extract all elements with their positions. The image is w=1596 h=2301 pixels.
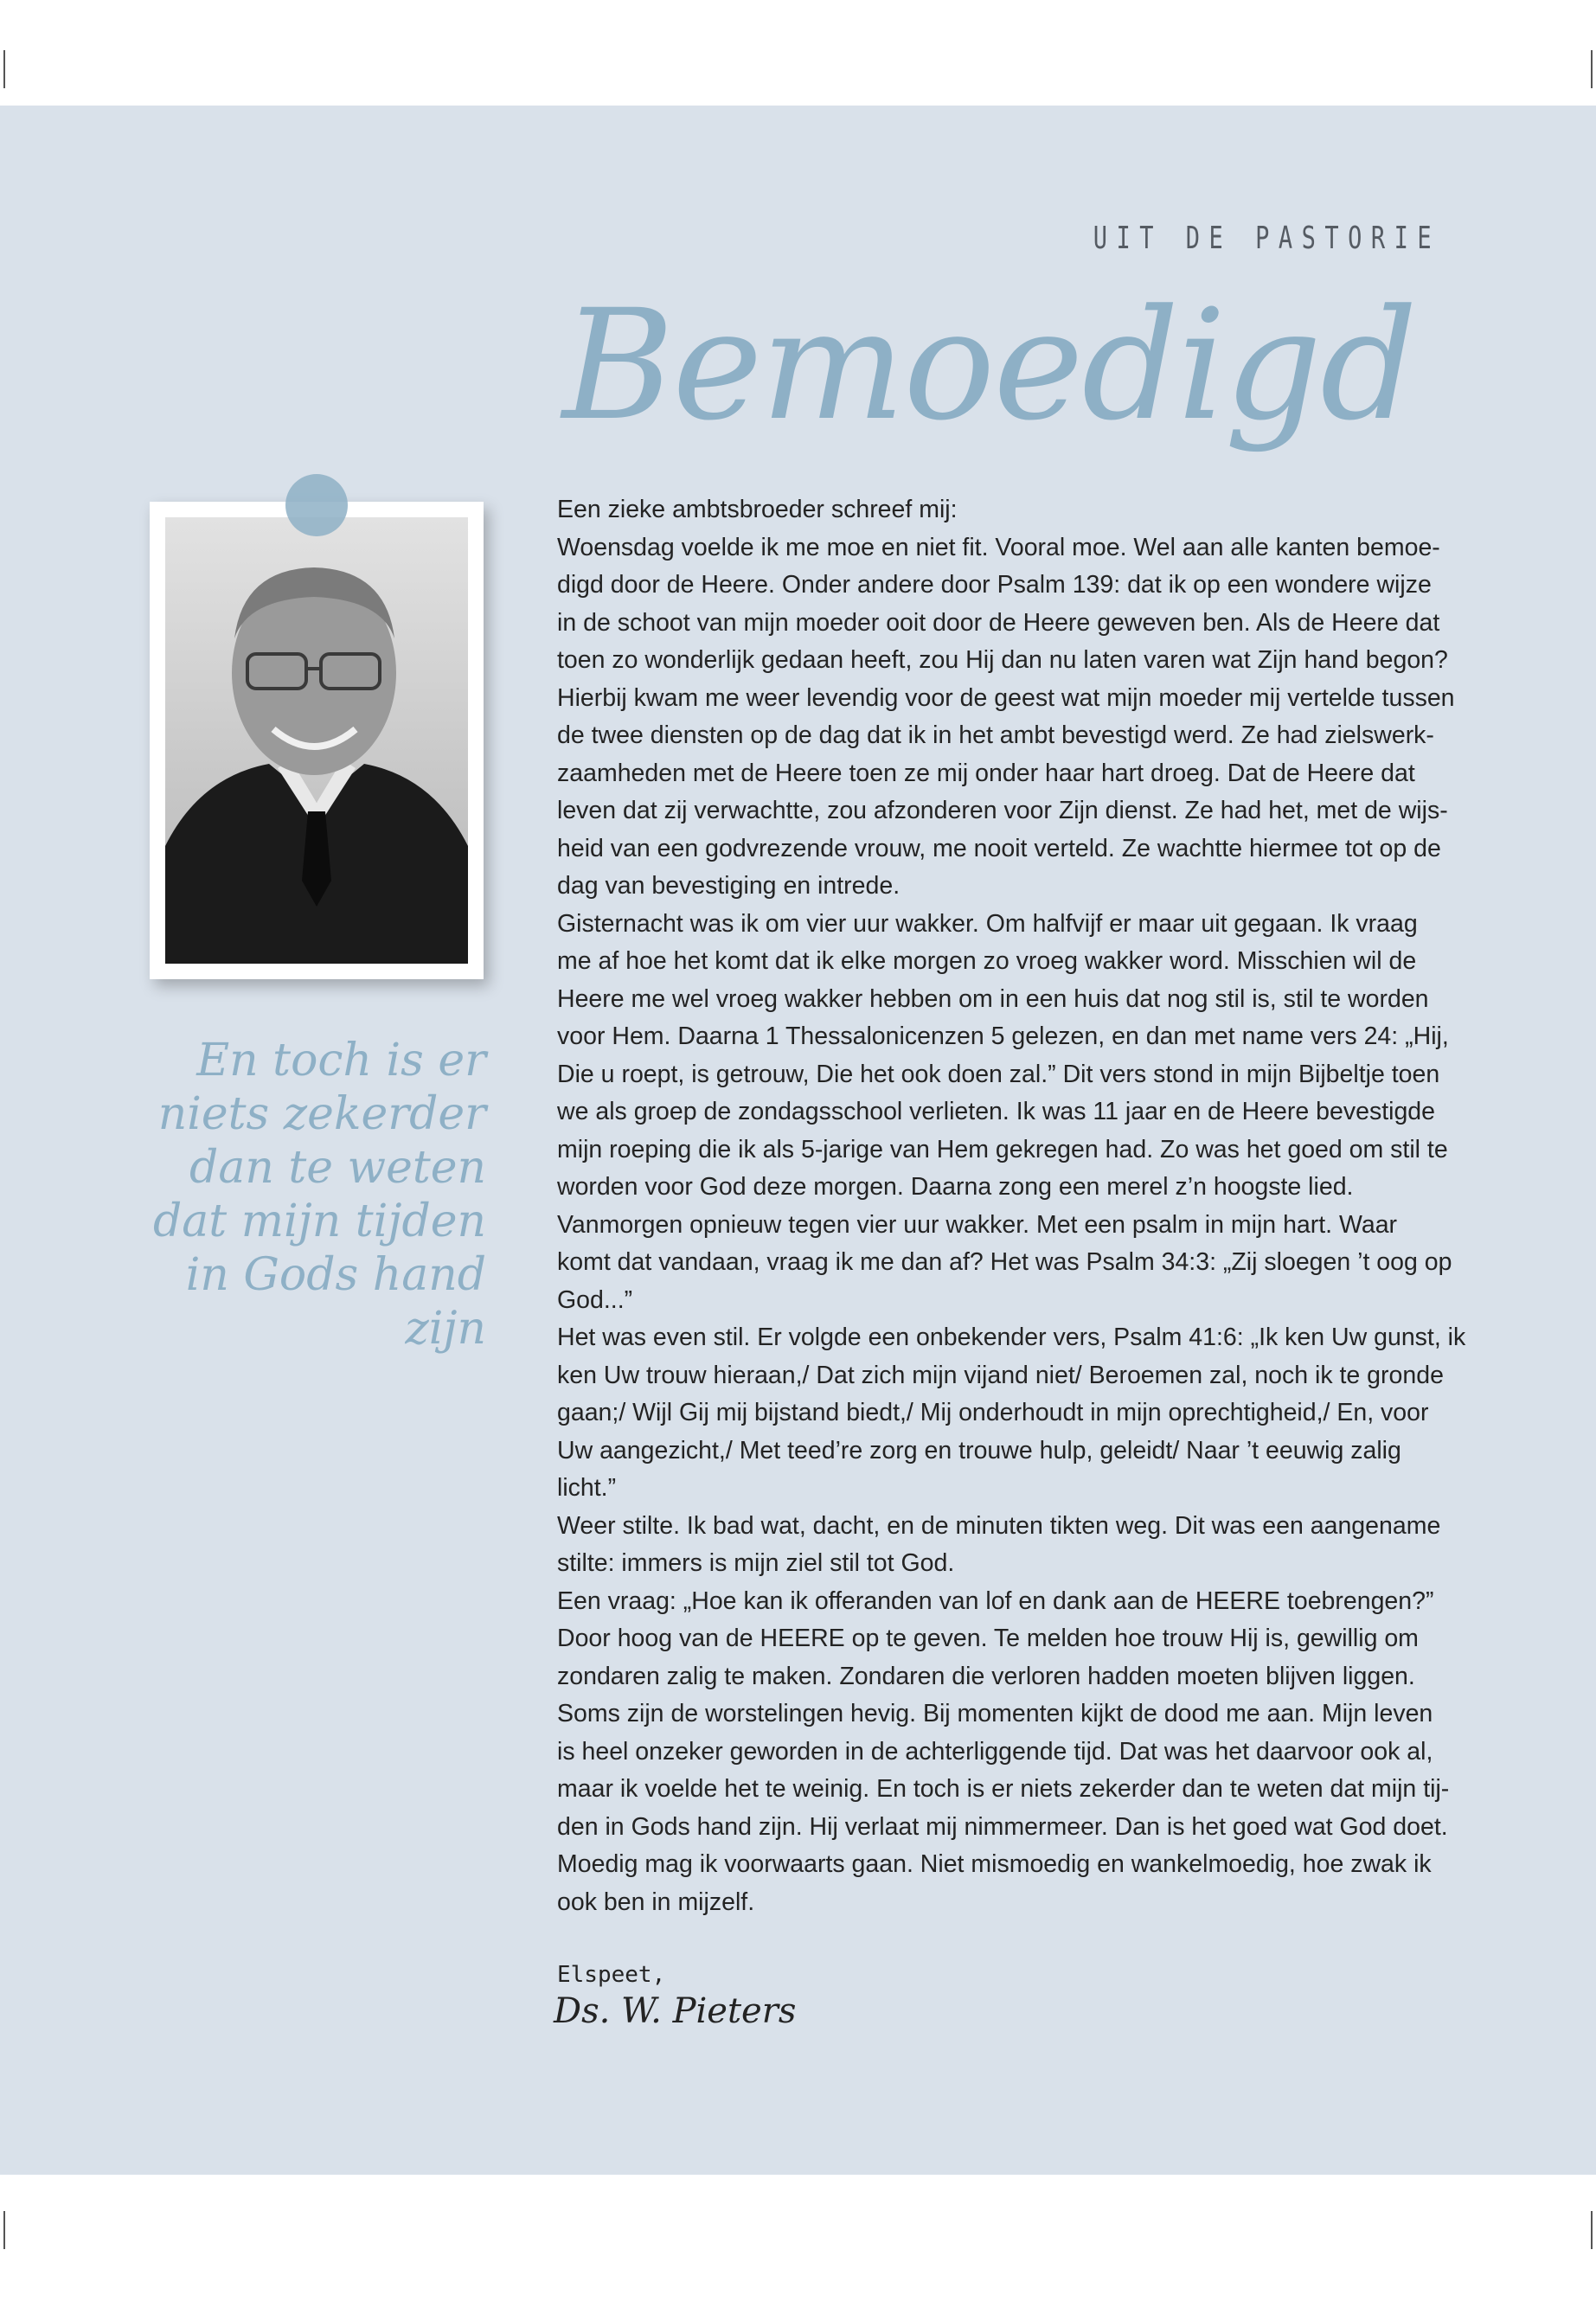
body-line: stilte: immers is mijn ziel stil tot God.: [557, 1549, 955, 1577]
body-line: den in Gods hand zijn. Hij verlaat mij nimmermeer. Dan is het goed wat God doet.: [557, 1812, 1448, 1841]
body-line: komt dat vandaan, vraag ik me dan af? Het was Psalm 34:3: „Zij sloegen ’t oog op: [557, 1248, 1452, 1276]
body-line: Door hoog van de HEERE op te geven. Te melden hoe trouw Hij is, gewillig om: [557, 1625, 1419, 1652]
body-line: maar ik voelde het te weinig. En toch is er niets zekerder dan te weten dat mijn tij-: [557, 1775, 1450, 1803]
body-line: leven dat zij verwachtte, zou afzonderen voor Zijn dienst. Ze had het, met de wijs-: [557, 797, 1448, 824]
pull-quote-line: niets zekerder: [157, 1088, 486, 1140]
body-line: ook ben in mijzelf.: [557, 1888, 755, 1916]
article-title: Bemoedigd: [562, 277, 1416, 454]
pull-quote-line: zijn: [405, 1303, 486, 1355]
pull-quote-line: En toch is er: [196, 1035, 486, 1086]
body-line: Moedig mag ik voorwaarts gaan. Niet mismoedig en wankelmoedig, hoe zwak ik: [557, 1850, 1432, 1878]
author-portrait-image: [165, 517, 468, 964]
pull-quote-line: dan te weten: [189, 1142, 486, 1194]
body-line: Gisternacht was ik om vier uur wakker. Om halfvijf er maar uit gegaan. Ik vraag: [557, 909, 1418, 938]
body-line: digd door de Heere. Onder andere door Psalm 139: dat ik op een wondere wijze: [557, 571, 1432, 599]
body-line: Weer stilte. Ik bad wat, dacht, en de minuten tikten weg. Dit was een aangename: [557, 1511, 1441, 1540]
crop-mark-top-right: [1591, 50, 1593, 88]
body-line: Soms zijn de worstelingen hevig. Bij momenten kijkt de dood me aan. Mijn leven: [557, 1700, 1433, 1727]
body-line: de twee diensten op de dag dat ik in het ambt bevestigd werd. Ze had zielswerk-: [557, 721, 1434, 749]
body-line: Vanmorgen opnieuw tegen vier uur wakker. Met een psalm in mijn hart. Waar: [557, 1210, 1398, 1239]
body-line: worden voor God deze morgen. Daarna zong een merel z’n hoogste lied.: [557, 1173, 1354, 1201]
body-line: licht.”: [557, 1474, 617, 1502]
body-line: me af hoe het komt dat ik elke morgen zo vroeg wakker word. Misschien wil de: [557, 947, 1417, 975]
body-line: Een zieke ambtsbroeder schreef mij:: [557, 496, 958, 523]
section-label: UIT DE PASTORIE: [1093, 221, 1440, 256]
body-line: toen zo wonderlijk gedaan heeft, zou Hij dan nu laten varen wat Zijn hand begon?: [557, 646, 1448, 674]
pull-quote: [130, 1034, 486, 1356]
signoff-signature: Ds. W. Pieters: [554, 1991, 797, 2031]
body-line: gaan;/ Wijl Gij mij bijstand biedt,/ Mij onderhoudt in mijn oprechtigheid,/ En, voor: [557, 1399, 1429, 1426]
pull-quote-line: dat mijn tijden: [153, 1195, 486, 1247]
signoff-place: Elspeet,: [557, 1962, 666, 1988]
body-line: heid van een godvrezende vrouw, me nooit verteld. Ze wachtte hiermee tot op de: [557, 834, 1441, 862]
body-line: voor Hem. Daarna 1 Thessalonicenzen 5 gelezen, en dan met name vers 24: „Hij,: [557, 1022, 1449, 1050]
crop-mark-bottom-right: [1591, 2211, 1593, 2249]
body-line: mijn roeping die ik als 5-jarige van Hem gekregen had. Zo was het goed om stil te: [557, 1135, 1448, 1163]
photo-frame: [150, 502, 484, 979]
body-line: Het was even stil. Er volgde een onbekender vers, Psalm 41:6: „Ik ken Uw gunst, ik: [557, 1324, 1466, 1351]
body-line: Een vraag: „Hoe kan ik offeranden van lof en dank aan de HEERE toebrengen?”: [557, 1586, 1434, 1615]
crop-mark-top-left: [3, 50, 5, 88]
body-line: is heel onzeker geworden in de achterliggende tijd. Dat was het daarvoor ook al,: [557, 1737, 1433, 1766]
article-body: [557, 491, 1466, 1921]
crop-mark-bottom-left: [3, 2211, 5, 2249]
body-line: zondaren zalig te maken. Zondaren die verloren hadden moeten blijven liggen.: [557, 1662, 1415, 1690]
body-line: ken Uw trouw hieraan,/ Dat zich mijn vijand niet/ Beroemen zal, noch ik te gronde: [557, 1361, 1444, 1389]
body-line: Hierbij kwam me weer levendig voor de geest wat mijn moeder mij vertelde tussen: [557, 683, 1455, 712]
pull-quote-line: in Gods hand: [185, 1249, 486, 1301]
body-line: in de schoot van mijn moeder ooit door de Heere geweven ben. Als de Heere dat: [557, 608, 1440, 637]
body-line: Die u roept, is getrouw, Die het ook doen zal.” Dit vers stond in mijn Bijbeltje toen: [557, 1060, 1440, 1088]
body-line: we als groep de zondagsschool verlieten. Ik was 11 jaar en de Heere bevestigde: [557, 1098, 1436, 1125]
body-line: zaamheden met de Heere toen ze mij onder haar hart droeg. Dat de Heere dat: [557, 759, 1415, 787]
author-photo: [165, 517, 468, 964]
body-line: Uw aangezicht,/ Met teed’re zorg en trouwe hulp, geleidt/ Naar ’t eeuwig zalig: [557, 1436, 1401, 1465]
body-line: Heere me wel vroeg wakker hebben om in een huis dat nog stil is, stil te worden: [557, 984, 1429, 1013]
pin-dot-icon: [285, 474, 348, 536]
body-line: Woensdag voelde ik me moe en niet fit. Vooral moe. Wel aan alle kanten bemoe-: [557, 533, 1440, 561]
body-line: God...”: [557, 1285, 633, 1314]
body-line: dag van bevestiging en intrede.: [557, 872, 901, 900]
